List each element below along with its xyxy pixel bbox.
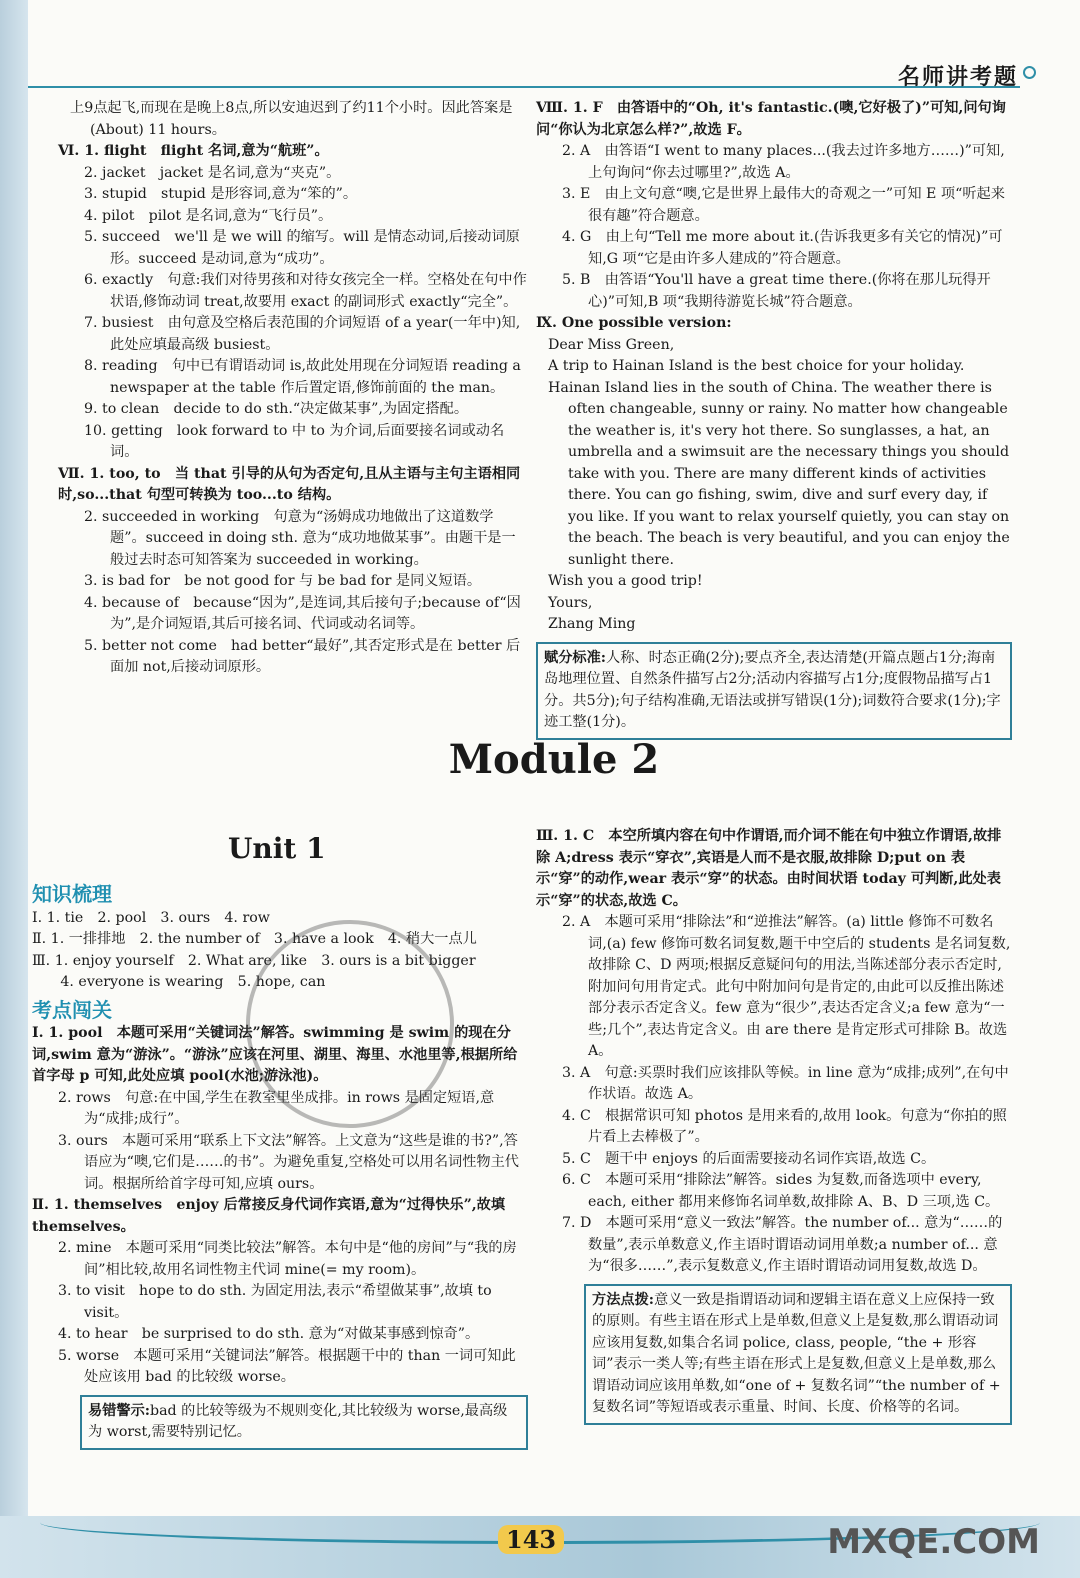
exam-item: 3. ours 本题可采用“联系上下文法”解答。上文意为“这些是谁的书?”,答语应为“噢,它们是……的书”。为避免重复,空格处可以用名词性物主代词。根据所给首字母可知,应填 ours。 <box>58 1132 519 1192</box>
answer-item: 6. exactly 句意:我们对待男孩和对待女孩完全一样。空格处在句中作状语,修饰动词 treat,故要用 exact 的副词形式 exactly“完全”。 <box>84 272 527 310</box>
answer-item: 3. A 句意:买票时我们应该排队等候。in line 意为“成排;成列”,在句中作状语。故选 A。 <box>562 1064 1009 1102</box>
answer-item: 4. pilot pilot 是名词,意为“飞行员”。 <box>84 207 333 224</box>
exam-item: 3. to visit hope to do sth. 为固定用法,表示“希望做某事”,故填 to visit。 <box>58 1283 492 1321</box>
exam-heading: 考点闯关 <box>32 997 112 1022</box>
answer-item: Zhang Ming <box>548 616 636 632</box>
answer-item: 7. busiest 由句意及空格后表范围的介词短语 of a year(一年中)知,此处应填最高级 busiest。 <box>84 315 521 353</box>
page-number: 143 <box>498 1525 564 1554</box>
answer-item: 3. E 由上文句意“噢,它是世界上最伟大的奇观之一”可知 E 项“听起来很有趣”符合题意。 <box>562 186 1005 224</box>
answer-item: Ⅶ. 1. too, to 当 that 引导的从句为否定句,且从主语与主句主语相同时,so...that 句型可转换为 too...to 结构。 <box>58 465 521 503</box>
header-title: 名师讲考题 <box>897 64 1018 90</box>
score-standard-box <box>536 642 1012 740</box>
answer-item: 2. A 由答语“I went to many places...(我去过许多地方……)”可知,上句询问“你去过哪里?”,故选 A。 <box>562 143 1005 181</box>
answer-item: Ⅲ. 1. C 本空所填内容在句中作谓语,而介词不能在句中独立作谓语,故排除 A;dress 表示“穿衣”,宾语是人而不是衣服,故排除 D;put on 表示“穿”的动作,wear 表示“穿”的状态。由时间状语 today 可判断,此处表示“穿”的状态,故选 C。 <box>536 828 1002 909</box>
error-warning-label: 易错警示: <box>88 1402 150 1419</box>
answer-item: 10. getting look forward to 中 to 为介词,后面要接名词或动名词。 <box>84 422 505 460</box>
answer-item: 6. C 本题可采用“排除法”解答。sides 为复数,而备选项中 every, each, either 都用来修饰名词单数,故排除 A、B、D 三项,选 C。 <box>562 1172 1000 1210</box>
header-rule <box>28 86 1020 88</box>
knowledge-item: Ⅲ. 1. enjoy yourself 2. What are, like 3. ours is a bit bigger <box>32 952 476 969</box>
answer-item: 上9点起飞,而现在是晚上8点,所以安迪迟到了约11个小时。因此答案是 (About) 11 hours。 <box>70 100 513 138</box>
answer-item: 5. B 由答语“You'll have a great time there.(你将在那儿玩得开心)”可知,B 项“我期待游览长城”符合题意。 <box>562 272 991 310</box>
error-warning-box <box>80 1395 528 1450</box>
exam-item: 2. mine 本题可采用“同类比较法”解答。本句中是“他的房间”与“我的房间”相比较,故用名词性物主代词 mine(= my room)。 <box>58 1240 517 1278</box>
method-tip-box <box>584 1284 1012 1425</box>
answer-item: Yours, <box>548 594 593 611</box>
answer-item: A trip to Hainan Island is the best choice for your holiday. <box>548 358 965 374</box>
exam-item: Ⅰ. 1. pool 本题可采用“关键词法”解答。swimming 是 swim 的现在分词,swim 意为“游泳”。“游泳”应该在河里、湖里、海里、水池里等,根据所给首字母 p 可知,此处应填 pool(水池;游泳池)。 <box>32 1025 518 1084</box>
site-watermark: MXQE.COM <box>827 1522 1040 1562</box>
answer-item: Hainan Island lies in the south of China. The weather there is often changeable, sunny or rainy. No matter how changeable the weather is, it's very hot there. So sunglasses, a hat, an umbrella and a swimsuit are the necessary things you should take with you. There are many different kinds of activities there. You can go fishing, swim, dive and surf every day, if you like. If you want to relax yourself quietly, you can stay on the beach. The beach is very beautiful, and you can enjoy the sunlight there. <box>548 379 1010 568</box>
answer-item: 5. succeed we'll 是 we will 的缩写。will 是情态动词,后接动词原形。succeed 是动词,意为“成功”。 <box>84 229 520 267</box>
unit-title: Unit 1 <box>228 832 326 865</box>
answer-item: 7. D 本题可采用“意义一致法”解答。the number of... 意为“……的数量”,表示单数意义,作主语时谓语动词用单数;a number of... 意为“很多……”,表示复数意义,作主语时谓语动词用复数,故选 D。 <box>562 1215 1003 1274</box>
answer-item: 4. G 由上句“Tell me more about it.(告诉我更多有关它的情况)”可知,G 项“它是由许多人建成的”符合题意。 <box>562 229 1003 267</box>
header-dot-icon <box>1023 66 1036 79</box>
answer-item: Dear Miss Green, <box>548 336 675 353</box>
knowledge-item: 4. everyone is wearing 5. hope, can <box>32 974 326 990</box>
right-column-top <box>536 98 1012 740</box>
page <box>28 0 1080 1578</box>
exam-item: 4. to hear be surprised to do sth. 意为“对做某事感到惊奇”。 <box>58 1326 480 1342</box>
knowledge-item: Ⅰ. 1. tie 2. pool 3. ours 4. row <box>32 909 270 926</box>
answer-item: 2. A 本题可采用“排除法”和“逆推法”解答。(a) little 修饰不可数名词,(a) few 修饰可数名词复数,题干中空后的 students 是名词复数,故排除 C、D 两项;根据反意疑问句的用法,当陈述部分表示否定时,附加问句用肯定式。此句中附加问句是肯定的,由此可以反推出陈述部分表示否定含义。few 意为“很少”,表达否定含义;a few 意为“一些;几个”,表达肯定含义。由 are there 是肯定形式可排除 B。故选 A。 <box>562 914 1011 1059</box>
answer-item: Wish you a good trip! <box>548 573 703 589</box>
method-tip-text: 意义一致是指谓语动词和逻辑主语在意义上应保持一致的原则。有些主语在形式上是单数,但意义上是复数,那么谓语动词应该用复数,如集合名词 police, class, people, “the + 形容词”表示一类人等;有些主语在形式上是复数,但意义上是单数,那么谓语动词应该用单数,如“one of + 复数名词”“the number of + 复数名词”等短语或表示重量、时间、长度、价格等的名词。 <box>592 1291 1001 1415</box>
knowledge-heading: 知识梳理 <box>32 882 112 906</box>
answer-item: 4. because of because“因为”,是连词,其后接句子;because of“因为”,是介词短语,其后可接名词、代词或动名词等。 <box>84 594 521 632</box>
answer-item: 9. to clean decide to do sth.“决定做某事”,为固定搭配。 <box>84 401 469 417</box>
answer-item: 5. better not come had better“最好”,其否定形式是在 better 后面加 not,后接动词原形。 <box>84 637 521 675</box>
right-column-bottom <box>536 826 1012 1425</box>
answer-item: 3. is bad for be not good for 与 be bad for 是同义短语。 <box>84 573 482 589</box>
exam-item: 2. rows 句意:在中国,学生在教室里坐成排。in rows 是固定短语,意为“成排;成行”。 <box>58 1089 495 1127</box>
answer-item: 8. reading 句中已有谓语动词 is,故此处用现在分词短语 reading a newspaper at the table 作后置定语,修饰前面的 the man。 <box>84 358 521 396</box>
answer-item: 4. C 根据常识可知 photos 是用来看的,故用 look。句意为“你拍的照片看上去棒极了”。 <box>562 1107 1007 1145</box>
knowledge-item: Ⅱ. 1. 一排排地 2. the number of 3. have a look 4. 稍大一点儿 <box>32 931 477 947</box>
method-tip-label: 方法点拨: <box>592 1291 654 1308</box>
error-warning-text: bad 的比较等级为不规则变化,其比较级为 worse,最高级为 worst,需要特别记忆。 <box>88 1402 508 1440</box>
answer-item: 2. succeeded in working 句意为“汤姆成功地做出了这道数学题”。succeed in doing sth. 意为“成功地做某事”。由题干是一般过去时态可知答案为 succeeded in working。 <box>84 508 516 568</box>
answer-item: 2. jacket jacket 是名词,意为“夹克”。 <box>84 164 341 181</box>
score-standard-text: 人称、时态正确(2分);要点齐全,表达清楚(开篇点题占1分;海南岛地理位置、自然条件描写占2分;活动内容描写占1分;度假物品描写占1分。共5分);句子结构准确,无语法或拼写错误(1分);词数符合要求(1分);字迹工整(1分)。 <box>544 649 1001 730</box>
module-title: Module 2 <box>448 736 660 783</box>
exam-item: Ⅱ. 1. themselves enjoy 后常接反身代词作宾语,意为“过得快乐”,故填 themselves。 <box>32 1197 506 1235</box>
answer-item: 3. stupid stupid 是形容词,意为“笨的”。 <box>84 186 358 202</box>
answer-item: 5. C 题干中 enjoys 的后面需要接动名词作宾语,故选 C。 <box>562 1150 936 1167</box>
left-column-bottom <box>32 878 528 1450</box>
answer-item: Ⅵ. 1. flight flight 名词,意为“航班”。 <box>58 143 329 159</box>
exam-item: 5. worse 本题可采用“关键词法”解答。根据题干中的 than 一词可知此处应该用 bad 的比较级 worse。 <box>58 1347 516 1385</box>
left-column-top <box>58 98 528 679</box>
answer-item: Ⅷ. 1. F 由答语中的“Oh, it's fantastic.(噢,它好极了)”可知,问句询问“你认为北京怎么样?”,故选 F。 <box>536 100 1006 138</box>
answer-item: Ⅸ. One possible version: <box>536 315 732 331</box>
page-edge-strip <box>0 0 28 1578</box>
score-standard-label: 赋分标准: <box>544 649 606 666</box>
